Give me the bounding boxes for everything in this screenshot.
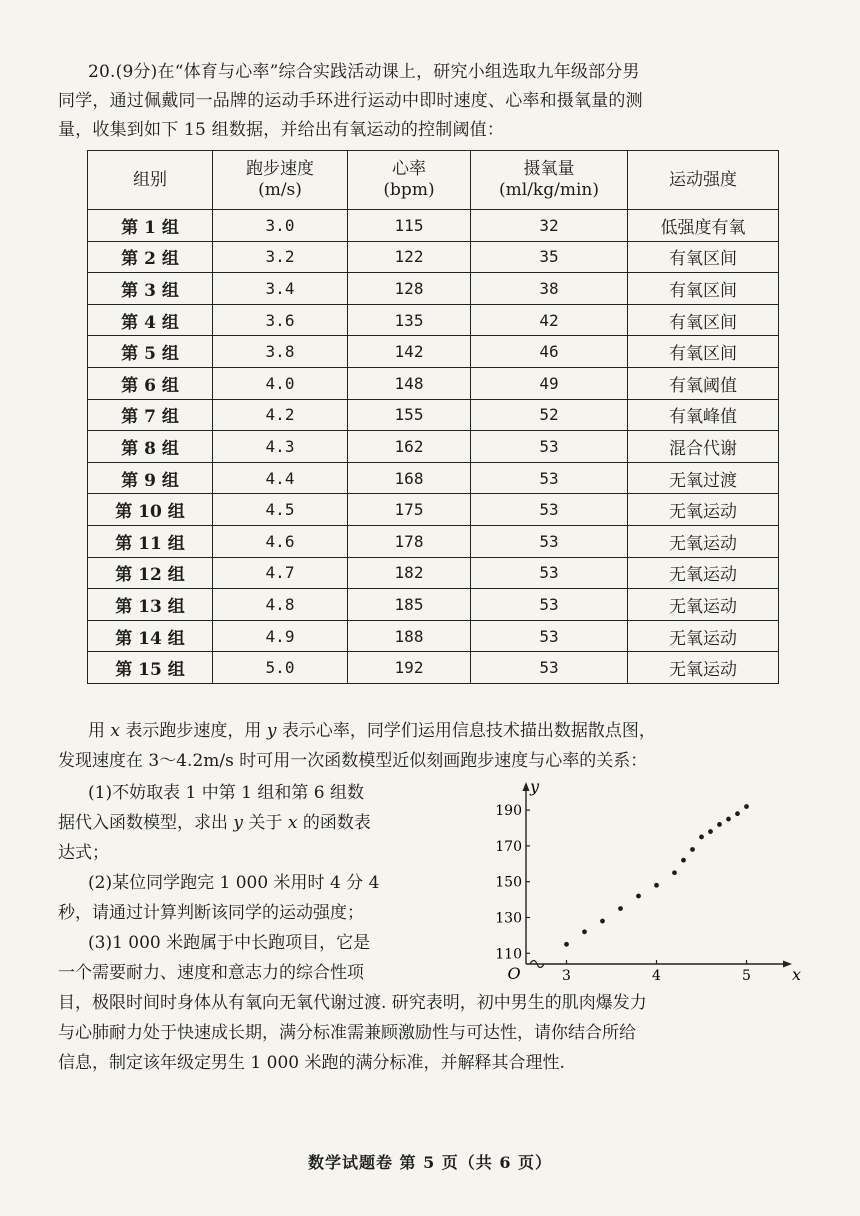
- cell-oxygen-uptake: 32: [471, 210, 628, 242]
- cell-speed: 3.6: [213, 304, 348, 336]
- cell-oxygen-uptake: 35: [471, 241, 628, 273]
- model-line-2: 发现速度在 3～4.2m/s 时可用一次函数模型近似刻画跑步速度与心率的关系：: [58, 751, 648, 771]
- table-row: [88, 494, 779, 526]
- header-speed: 跑步速度 (m/s): [213, 151, 348, 210]
- cell-group: 第 7 组: [88, 399, 213, 431]
- q2-line-2: 秒，请通过计算判断该同学的运动强度；: [58, 903, 364, 923]
- cell-intensity: 混合代谢: [628, 431, 779, 463]
- cell-group: 第 1 组: [88, 210, 213, 242]
- header-intensity: 运动强度: [628, 151, 779, 210]
- table-row: [88, 399, 779, 431]
- y-tick-label: 190: [495, 803, 522, 820]
- y-ticks: [495, 803, 530, 962]
- data-point: [636, 894, 641, 899]
- cell-speed: 4.6: [213, 525, 348, 557]
- q2-line-1: (2)某位同学跑完 1 000 米用时 4 分 4: [88, 873, 380, 893]
- cell-intensity: 无氧运动: [628, 494, 779, 526]
- cell-group: 第 9 组: [88, 462, 213, 494]
- data-point: [735, 811, 740, 816]
- y-axis-label: y: [530, 777, 540, 796]
- sub-questions-1-3: [58, 778, 478, 988]
- cell-oxygen-uptake: 53: [471, 525, 628, 557]
- cell-speed: 3.0: [213, 210, 348, 242]
- table-row: [88, 652, 779, 684]
- cell-intensity: 无氧运动: [628, 525, 779, 557]
- sub-question-3-continued: [58, 988, 818, 1078]
- cell-oxygen-uptake: 53: [471, 557, 628, 589]
- cell-speed: 5.0: [213, 652, 348, 684]
- cell-group: 第 8 组: [88, 431, 213, 463]
- x-tick-label: 3: [562, 968, 571, 984]
- cell-oxygen-uptake: 53: [471, 589, 628, 621]
- table-header-row: [88, 151, 779, 210]
- table-row: [88, 367, 779, 399]
- cell-oxygen-uptake: 46: [471, 336, 628, 368]
- cell-speed: 3.8: [213, 336, 348, 368]
- scatter-plot: [488, 778, 800, 984]
- cell-speed: 4.2: [213, 399, 348, 431]
- table-row: [88, 304, 779, 336]
- cell-intensity: 有氧区间: [628, 241, 779, 273]
- cell-intensity: 无氧运动: [628, 557, 779, 589]
- cell-group: 第 5 组: [88, 336, 213, 368]
- cell-heart-rate: 162: [348, 431, 471, 463]
- cell-group: 第 4 组: [88, 304, 213, 336]
- cell-group: 第 11 组: [88, 525, 213, 557]
- cell-heart-rate: 175: [348, 494, 471, 526]
- table-row: [88, 431, 779, 463]
- cell-speed: 3.2: [213, 241, 348, 273]
- cell-group: 第 3 组: [88, 273, 213, 305]
- cell-heart-rate: 122: [348, 241, 471, 273]
- cell-speed: 4.9: [213, 620, 348, 652]
- cell-heart-rate: 185: [348, 589, 471, 621]
- table-row: [88, 620, 779, 652]
- table-row: [88, 273, 779, 305]
- cell-oxygen-uptake: 42: [471, 304, 628, 336]
- header-group: 组别: [88, 151, 213, 210]
- q3-line-3: 目，极限时间时身体从有氧向无氧代谢过渡. 研究表明，初中男生的肌肉爆发力: [58, 993, 647, 1013]
- data-point: [726, 817, 731, 822]
- cell-intensity: 无氧运动: [628, 589, 779, 621]
- table-row: [88, 336, 779, 368]
- cell-speed: 4.5: [213, 494, 348, 526]
- cell-intensity: 无氧过渡: [628, 462, 779, 494]
- model-line-1: 用 x 表示跑步速度，用 y 表示心率，同学们运用信息技术描出数据散点图，: [88, 721, 656, 741]
- table-row: [88, 525, 779, 557]
- q3-line-1: (3)1 000 米跑属于中长跑项目，它是: [88, 933, 371, 953]
- cell-oxygen-uptake: 53: [471, 652, 628, 684]
- y-tick-label: 110: [495, 946, 522, 963]
- cell-heart-rate: 148: [348, 367, 471, 399]
- data-point: [717, 822, 722, 827]
- table-body: [88, 210, 779, 684]
- y-tick-label: 170: [495, 838, 522, 855]
- cell-oxygen-uptake: 53: [471, 431, 628, 463]
- cell-group: 第 2 组: [88, 241, 213, 273]
- data-point: [672, 870, 677, 875]
- cell-oxygen-uptake: 53: [471, 620, 628, 652]
- cell-heart-rate: 115: [348, 210, 471, 242]
- cell-group: 第 6 组: [88, 367, 213, 399]
- cell-intensity: 有氧区间: [628, 304, 779, 336]
- cell-heart-rate: 155: [348, 399, 471, 431]
- x-tick-label: 4: [652, 968, 661, 984]
- cell-speed: 3.4: [213, 273, 348, 305]
- question-intro: [58, 58, 818, 145]
- cell-intensity: 有氧区间: [628, 336, 779, 368]
- x-axis-label: x: [792, 965, 802, 984]
- data-point: [582, 929, 587, 934]
- data-point: [690, 847, 695, 852]
- cell-heart-rate: 135: [348, 304, 471, 336]
- header-oxygen-uptake: 摄氧量 (ml/kg/min): [471, 151, 628, 210]
- cell-intensity: 低强度有氧: [628, 210, 779, 242]
- cell-heart-rate: 142: [348, 336, 471, 368]
- data-point: [699, 835, 704, 840]
- q3-line-2: 一个需要耐力、速度和意志力的综合性项: [58, 963, 364, 983]
- y-tick-label: 150: [495, 874, 522, 891]
- model-description: [58, 716, 818, 776]
- q1-line-1: (1)不妨取表 1 中第 1 组和第 6 组数: [88, 783, 364, 803]
- data-point: [564, 942, 569, 947]
- data-point: [744, 804, 749, 809]
- header-heart-rate: 心率 (bpm): [348, 151, 471, 210]
- page-footer: 数学试题卷 第 5 页（共 6 页）: [307, 1153, 553, 1172]
- origin-label: O: [507, 964, 521, 983]
- table-row: [88, 589, 779, 621]
- cell-oxygen-uptake: 38: [471, 273, 628, 305]
- cell-intensity: 无氧运动: [628, 652, 779, 684]
- cell-heart-rate: 178: [348, 525, 471, 557]
- cell-heart-rate: 128: [348, 273, 471, 305]
- scatter-points: [564, 804, 749, 947]
- data-point: [681, 858, 686, 863]
- cell-speed: 4.3: [213, 431, 348, 463]
- q1-line-3: 达式；: [58, 843, 109, 863]
- y-axis-arrow: [523, 782, 530, 791]
- cell-group: 第 13 组: [88, 589, 213, 621]
- data-point: [654, 883, 659, 888]
- cell-oxygen-uptake: 53: [471, 494, 628, 526]
- intro-line-2: 同学，通过佩戴同一品牌的运动手环进行运动中即时速度、心率和摄氧量的测: [58, 91, 643, 111]
- cell-oxygen-uptake: 53: [471, 462, 628, 494]
- data-point: [708, 829, 713, 834]
- cell-speed: 4.4: [213, 462, 348, 494]
- x-tick-label: 5: [742, 968, 751, 984]
- cell-speed: 4.8: [213, 589, 348, 621]
- table-row: [88, 210, 779, 242]
- cell-speed: 4.0: [213, 367, 348, 399]
- cell-heart-rate: 188: [348, 620, 471, 652]
- y-tick-label: 130: [495, 910, 522, 927]
- cell-speed: 4.7: [213, 557, 348, 589]
- cell-oxygen-uptake: 49: [471, 367, 628, 399]
- cell-group: 第 15 组: [88, 652, 213, 684]
- cell-group: 第 12 组: [88, 557, 213, 589]
- data-point: [600, 919, 605, 924]
- q3-line-5: 信息，制定该年级定男生 1 000 米跑的满分标准，并解释其合理性.: [58, 1053, 565, 1073]
- cell-group: 第 14 组: [88, 620, 213, 652]
- cell-intensity: 有氧峰值: [628, 399, 779, 431]
- cell-heart-rate: 182: [348, 557, 471, 589]
- q3-line-4: 与心肺耐力处于快速成长期，满分标准需兼顾激励性与可达性，请你结合所给: [58, 1023, 636, 1043]
- intro-line-1: 20.(9分)在“体育与心率”综合实践活动课上，研究小组选取九年级部分男: [88, 62, 640, 82]
- cell-heart-rate: 168: [348, 462, 471, 494]
- cell-oxygen-uptake: 52: [471, 399, 628, 431]
- cell-intensity: 有氧阈值: [628, 367, 779, 399]
- data-table: [87, 150, 779, 684]
- data-point: [618, 906, 623, 911]
- cell-heart-rate: 192: [348, 652, 471, 684]
- q1-line-2: 据代入函数模型，求出 y 关于 x 的函数表: [58, 813, 371, 833]
- table-row: [88, 557, 779, 589]
- cell-intensity: 有氧区间: [628, 273, 779, 305]
- cell-group: 第 10 组: [88, 494, 213, 526]
- table-row: [88, 462, 779, 494]
- x-axis-arrow: [783, 961, 792, 968]
- table-row: [88, 241, 779, 273]
- cell-intensity: 无氧运动: [628, 620, 779, 652]
- intro-line-3: 量，收集到如下 15 组数据，并给出有氧运动的控制阈值：: [58, 120, 505, 140]
